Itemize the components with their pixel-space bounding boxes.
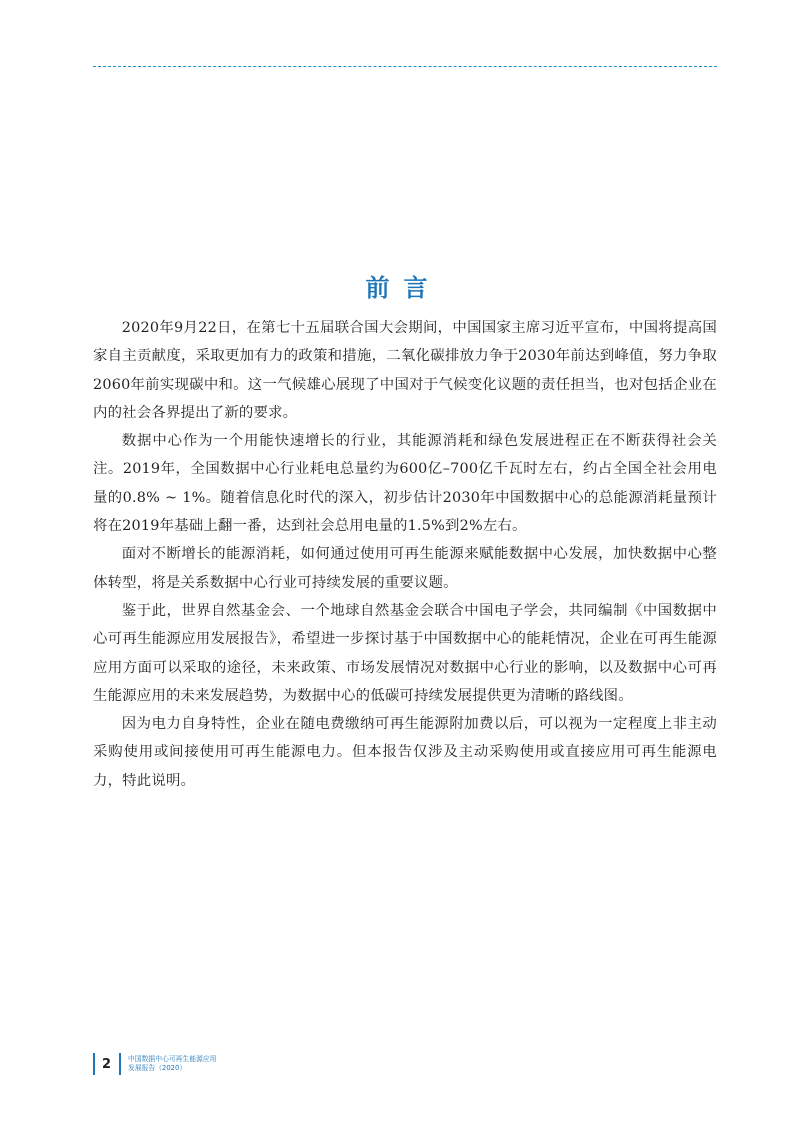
- footer-report-title-line2: 发展报告（2020）: [128, 1064, 187, 1072]
- paragraph-4: 鉴于此，世界自然基金会、一个地球自然基金会联合中国电子学会，共同编制《中国数据中心可再生能源应用发展报告》，希望进一步探讨基于中国数据中心的能耗情况，企业在可再生能源应用方面可以采取的途径，未来政策、市场发展情况对数据中心行业的影响，以及数据中心可再生能源应用的未来发展趋势，为数据中心的低碳可持续发展提供更为清晰的路线图。: [93, 602, 717, 704]
- paragraph-5: 因为电力自身特性，企业在随电费缴纳可再生能源附加费以后，可以视为一定程度上非主动采购使用或间接使用可再生能源电力。但本报告仅涉及主动采购使用或直接应用可再生能源电力，特此说明。: [93, 716, 717, 789]
- header-divider: [93, 66, 717, 67]
- page-footer: [93, 1049, 216, 1079]
- paragraph-2: 数据中心作为一个用能快速增长的行业，其能源消耗和绿色发展进程正在不断获得社会关注。2019年，全国数据中心行业耗电总量约为600亿–700亿千瓦时左右，约占全国全社会用电量的0.8% ~ 1%。随着信息化时代的深入，初步估计2030年中国数据中心的总能源消耗量预计将在2019年基础上翻一番，达到社会总用电量的1.5%到2%左右。: [93, 433, 717, 535]
- footer-report-title-line1: 中国数据中心可再生能源应用: [128, 1055, 217, 1063]
- page-number: 2: [102, 1056, 112, 1072]
- page-title: 前言: [365, 274, 442, 303]
- footer-right-bar: [119, 1053, 121, 1075]
- preface-body: [93, 314, 717, 795]
- paragraph-3: 面对不断增长的能源消耗，如何通过使用可再生能源来赋能数据中心发展，加快数据中心整体转型，将是关系数据中心行业可持续发展的重要议题。: [93, 546, 717, 591]
- footer-report-title: [128, 1055, 216, 1073]
- footer-left-bar: [93, 1053, 95, 1075]
- paragraph-1: 2020年9月22日，在第七十五届联合国大会期间，中国国家主席习近平宣布，中国将提高国家自主贡献度，采取更加有力的政策和措施，二氧化碳排放力争于2030年前达到峰值，努力争取2060年前实现碳中和。这一气候雄心展现了中国对于气候变化议题的责任担当，也对包括企业在内的社会各界提出了新的要求。: [93, 320, 717, 421]
